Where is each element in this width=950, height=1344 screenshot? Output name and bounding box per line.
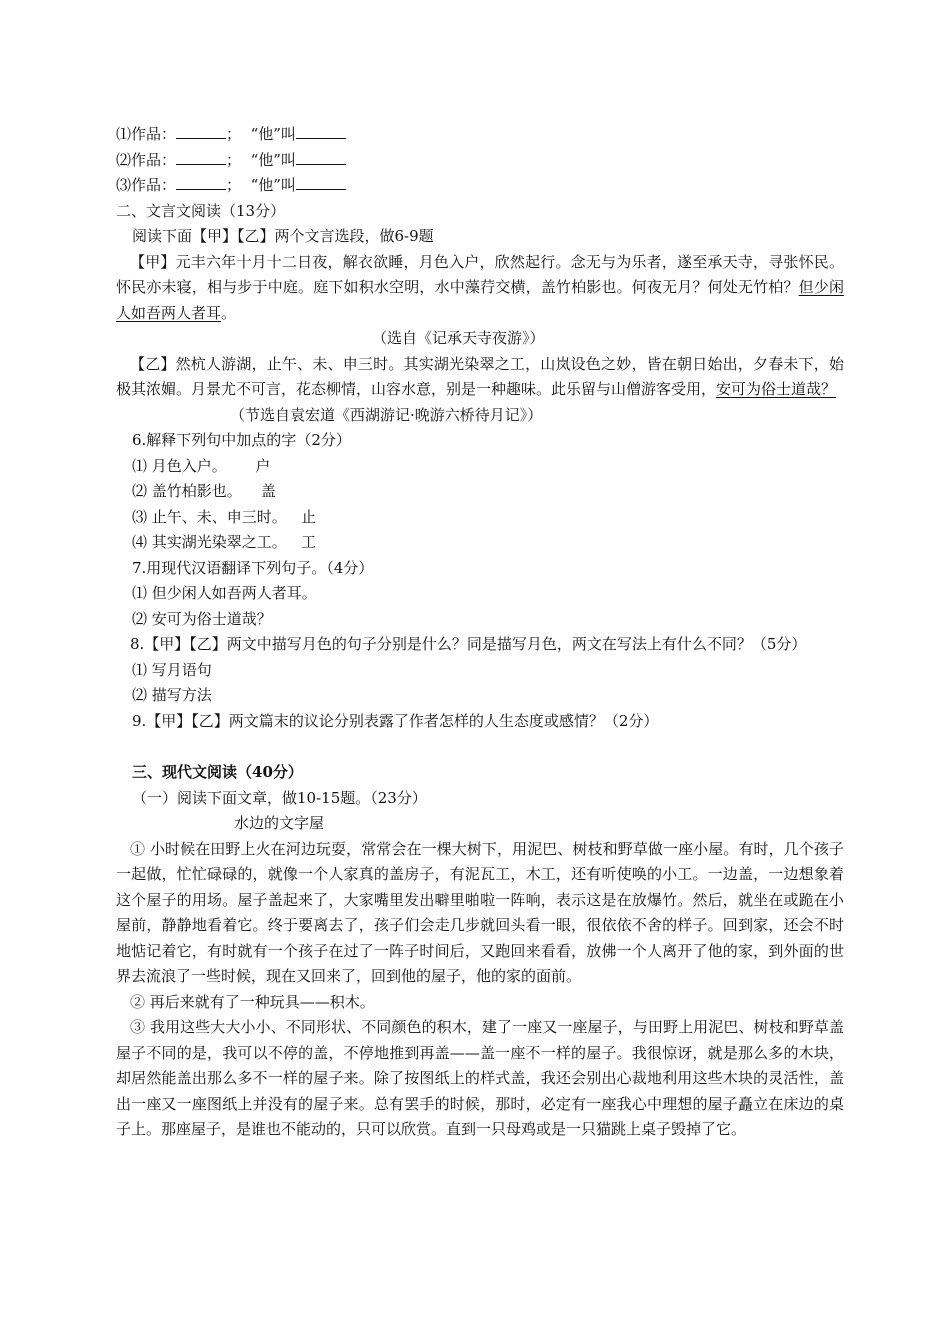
fill-line-2 <box>116 148 844 174</box>
paragraph-text: ① 小时候在田野上火在河边玩耍，常常会在一棵大树下，用泥巴、树枝和野草做一座小屋。有时，几个孩子一起做，忙忙碌碌的，就像一个人家真的盖房子，有泥瓦工，木工，还有听使唤的小工。一边盖，一边想象着这个屋子的用场。屋子盖起来了，大家嘴里发出噼里啪啦一阵响，表示这是在放爆竹。然后，就坐在或跪在小屋前，静静地看着它。终于要离去了，孩子们会走几步就回头看一眼，很依依不舍的样子。回到家，还会不时地惦记着它，有时就有一个孩子在过了一阵子时间后，又跑回来看看，放佛一个人离开了他的家，到外面的世界去流浪了一些时候，现在又回来了，回到他的屋子，他的家的面前。 <box>116 839 844 985</box>
question-6-item <box>116 505 844 531</box>
item-number: ⑴ <box>116 125 132 143</box>
fill-label: “他”叫 <box>250 176 296 194</box>
item-number: ⑵ <box>116 150 132 169</box>
question-9-stem: 9.【甲】【乙】两文篇末的议论分别表露了作者怎样的人生态度或感情？（2分） <box>132 711 659 730</box>
question-7-item: ⑴ 但少闲人如吾两人者耳。 <box>132 584 317 602</box>
fill-label: “他”叫 <box>250 150 296 169</box>
question-8-item: ⑴ 写月语句 <box>132 660 212 679</box>
underlined-sentence: 但少闲人如吾两人者耳 <box>116 278 844 322</box>
question-8-stem <box>116 632 844 658</box>
punctuation: 。 <box>221 303 237 322</box>
article-paragraph <box>116 990 844 1016</box>
answer-blank[interactable] <box>296 122 346 139</box>
question-6-item <box>116 454 844 480</box>
answer-blank[interactable] <box>296 173 346 190</box>
question-6-stem: 6.解释下列句中加点的字（2分） <box>132 431 351 449</box>
spacer <box>116 734 844 760</box>
article-paragraph <box>116 1015 844 1143</box>
answer-blank[interactable] <box>176 173 226 190</box>
answer-blank[interactable] <box>296 148 346 165</box>
fill-label: 作品： <box>131 150 177 169</box>
section3-subheading: （一）阅读下面文章，做10-15题。（23分） <box>132 788 427 807</box>
question-6-item <box>116 479 844 505</box>
question-text: 8.【甲】【乙】两文中描写月色的句子分别是什么？同是描写月色，两文在写法上有什么不同？（5分） <box>130 635 807 653</box>
fill-line-1 <box>116 122 844 148</box>
fill-line-3 <box>116 173 844 199</box>
question-7-item: ⑵ 安可为俗士道哉？ <box>132 609 272 628</box>
item-text: ⑴ 月色入户。 <box>132 456 227 475</box>
answer-blank[interactable] <box>176 122 226 139</box>
target-char: 止 <box>301 507 317 526</box>
passage-yi-text: 【乙】然杭人游湖，止午、未、申三时。其实湖光染翠之工，山岚设色之妙，皆在朝日始出，夕春未下，始极其浓媚。月景尤不可言，花态柳情，山容水意，别是一种趣味。此乐留与山僧游客受用， <box>116 354 844 398</box>
target-char: 盖 <box>260 482 276 500</box>
question-6-item <box>116 530 844 556</box>
passage-jia-text: 【甲】元丰六年十月十二日夜，解衣欲睡，月色入户，欣然起行。念无与为乐者，遂至承天寺，寻张怀民。怀民亦未寝，相与步于中庭。庭下如积水空明，水中藻荇交横，盖竹柏影也。何夜无月？何处无竹柏？ <box>116 252 844 296</box>
item-text: ⑶ 止午、未、申三时。 <box>132 507 287 526</box>
separator: ； <box>226 176 242 194</box>
fill-label: 作品： <box>131 176 177 194</box>
section2-intro: 阅读下面【甲】【乙】两个文言选段，做6-9题 <box>132 227 434 245</box>
section2-heading: 二、文言文阅读（13分） <box>116 201 286 220</box>
section3-heading: 三、现代文阅读（40分） <box>132 763 303 781</box>
passage-jia <box>116 250 844 327</box>
paragraph-text: ② 再后来就有了一种玩具——积木。 <box>130 992 375 1011</box>
paragraph-text: ③ 我用这些大大小小、不同形状、不同颜色的积木，建了一座又一座屋子，与田野上用泥巴、树枝和野草盖屋子不同的是，我可以不停的盖，不停地推到再盖——盖一座不一样的屋子。我很惊讶，就是那么多的木块，却居然能盖出那么多不一样的屋子来。除了按图纸上的样式盖，我还会别出心裁地利用这些木块的灵活性，盖出一座又一座图纸上并没有的屋子来。总有罢手的时候，那时，必定有一座我心中理想的屋子矗立在床边的桌子上。那座屋子，是谁也不能动的，只可以欣赏。直到一只母鸡或是一只猫跳上桌子毁掉了它。 <box>116 1018 844 1138</box>
passage-yi <box>116 352 844 403</box>
passage-jia-source: （选自《记承天寺夜游》） <box>372 329 545 347</box>
underlined-sentence: 安可为俗士道哉？ <box>716 380 837 398</box>
separator: ； <box>226 150 242 169</box>
item-text: ⑷ 其实湖光染翠之工。 <box>132 533 287 551</box>
answer-blank[interactable] <box>176 148 226 165</box>
item-number: ⑶ <box>116 176 132 194</box>
passage-yi-source: （节选自袁宏道《西湖游记·晚游六桥待月记》） <box>230 405 543 424</box>
question-8-item: ⑵ 描写方法 <box>132 686 212 704</box>
separator: ； <box>226 125 242 143</box>
article-title: 水边的文字屋 <box>234 814 325 832</box>
article-paragraph <box>116 837 844 990</box>
target-char: 户 <box>255 456 271 475</box>
document-page <box>116 122 844 1143</box>
question-7-stem: 7.用现代汉语翻译下列句子。（4分） <box>132 558 374 577</box>
item-text: ⑵ 盖竹柏影也。 <box>132 482 242 500</box>
fill-label: 作品： <box>131 125 177 143</box>
target-char: 工 <box>301 533 317 551</box>
fill-label: “他”叫 <box>250 125 296 143</box>
